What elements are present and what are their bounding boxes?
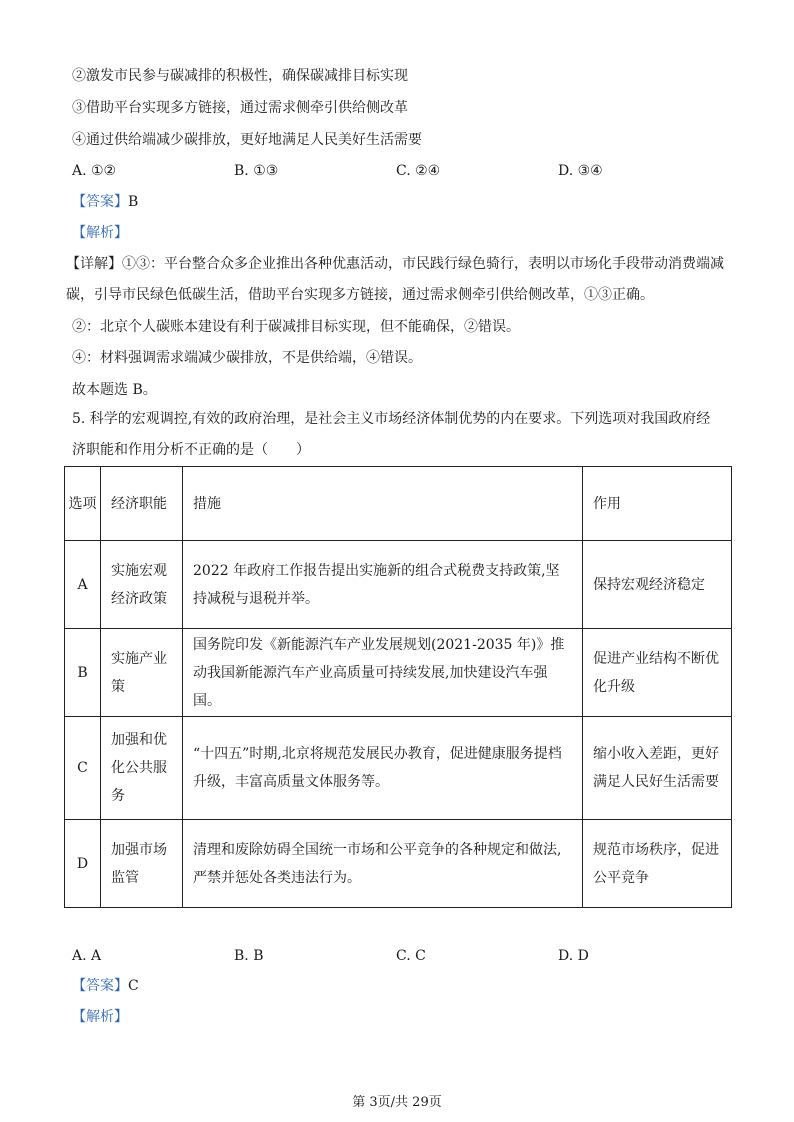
q4-detail-2: ②：北京个人碳账本建设有利于碳减排目标实现，但不能确保，②错误。: [72, 319, 520, 335]
table-row: [65, 541, 732, 629]
q4-conclusion: 故本题选 B。: [72, 382, 157, 398]
header-measure: 措施: [183, 467, 583, 541]
q4-option-a: A. ①②: [72, 163, 117, 179]
q5-option-a: A. A: [72, 948, 102, 964]
statement-2: ②激发市民参与碳减排的积极性，确保碳减排目标实现: [72, 68, 408, 84]
answer-value: C: [128, 978, 139, 994]
table-row: [65, 717, 732, 820]
q4-detail-1: [66, 249, 726, 311]
table-header-row: [65, 467, 732, 541]
q5-table: [64, 466, 732, 908]
row-measure: “十四五”时期,北京将规范发展民办教育，促进健康服务提档升级，丰富高质量文体服务等。: [183, 717, 583, 820]
q5-option-b: B. B: [234, 948, 264, 964]
row-option: C: [65, 717, 101, 820]
statement-4: ④通过供给端减少碳排放，更好地满足人民美好生活需要: [72, 132, 422, 148]
row-measure: 2022 年政府工作报告提出实施新的组合式税费支持政策,坚持减税与退税并举。: [183, 541, 583, 629]
row-option: B: [65, 629, 101, 717]
header-function: 经济职能: [101, 467, 183, 541]
q5-option-d: D. D: [558, 948, 589, 964]
answer-tag: 【答案】: [72, 978, 128, 994]
row-function: 实施产业策: [101, 629, 183, 717]
q4-detail-3: ④：材料强调需求端减少碳排放，不是供给端，④错误。: [72, 350, 422, 366]
page-footer: 第 3页/共 29页: [352, 1095, 442, 1110]
row-function: 实施宏观经济政策: [101, 541, 183, 629]
detail-tag: 【详解】: [66, 256, 122, 272]
q4-option-c: C. ②④: [396, 163, 441, 179]
q4-option-b: B. ①③: [234, 163, 279, 179]
row-option: D: [65, 820, 101, 908]
detail-text-1: ①③：平台整合众多企业推出各种优惠活动，市民践行绿色骑行，表明以市场化手段带动消费端减碳，引导市民绿色低碳生活，借助平台实现多方链接，通过需求侧牵引供给侧改革，①③正确。: [66, 256, 724, 303]
q4-analysis-tag: [72, 223, 128, 243]
header-effect: 作用: [583, 467, 732, 541]
row-function: 加强市场监管: [101, 820, 183, 908]
q4-answer: [72, 192, 138, 212]
analysis-tag: 【解析】: [72, 1009, 128, 1025]
row-function: 加强和优化公共服务: [101, 717, 183, 820]
q5-answer: [72, 976, 139, 996]
q5-option-c: C. C: [396, 948, 426, 964]
table-row: [65, 629, 732, 717]
row-measure: 国务院印发《新能源汽车产业发展规划(2021-2035 年)》推动我国新能源汽车产业高质量可持续发展,加快建设汽车强国。: [183, 629, 583, 717]
row-effect: 促进产业结构不断优化升级: [583, 629, 732, 717]
q5-analysis-tag: [72, 1007, 128, 1027]
statement-3: ③借助平台实现多方链接，通过需求侧牵引供给侧改革: [72, 100, 408, 116]
q4-option-d: D. ③④: [558, 163, 603, 179]
q5-stem: 5. 科学的宏观调控,有效的政府治理，是社会主义市场经济体制优势的内在要求。下列选项对我国政府经济职能和作用分析不正确的是（ ）: [72, 411, 711, 458]
table-row: [65, 820, 732, 908]
row-measure: 清理和废除妨碍全国统一市场和公平竞争的各种规定和做法,严禁并惩处各类违法行为。: [183, 820, 583, 908]
row-effect: 规范市场秩序，促进公平竞争: [583, 820, 732, 908]
analysis-tag: 【解析】: [72, 225, 128, 241]
row-effect: 保持宏观经济稳定: [583, 541, 732, 629]
row-option: A: [65, 541, 101, 629]
header-option: 选项: [65, 467, 101, 541]
answer-tag: 【答案】: [72, 194, 128, 210]
row-effect: 缩小收入差距，更好满足人民好生活需要: [583, 717, 732, 820]
answer-value: B: [128, 194, 139, 210]
